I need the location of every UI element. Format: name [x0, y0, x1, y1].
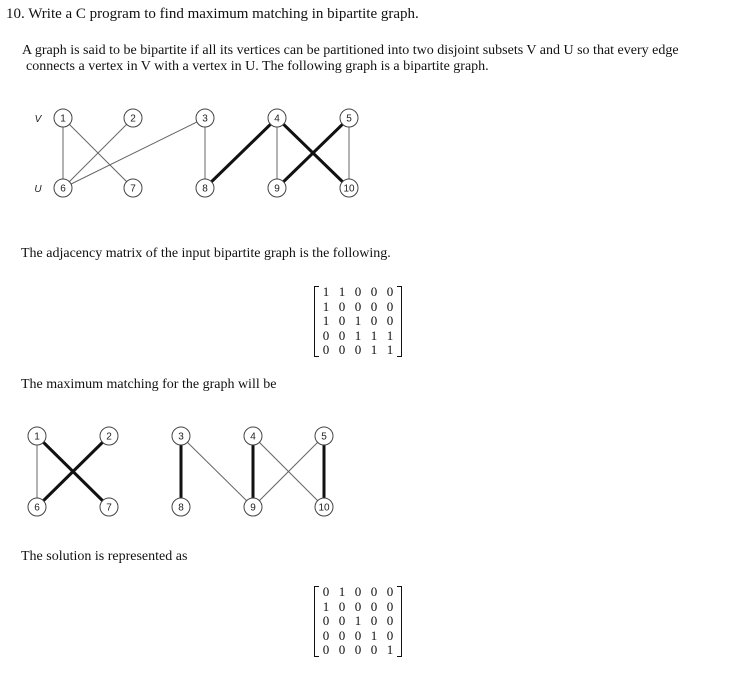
matrix-cell: 1: [386, 642, 394, 658]
matrix-left-bracket: [314, 286, 319, 357]
edge-3-6: [63, 118, 205, 188]
matrix-cell: 1: [386, 327, 394, 343]
vertex-3: [196, 109, 214, 127]
matrix-cell: 0: [322, 613, 330, 629]
matrix-cell: 1: [338, 584, 346, 599]
solution-caption: The solution is represented as: [21, 549, 188, 564]
matrix-cell: 0: [386, 584, 394, 599]
matrix-cell: 0: [370, 284, 378, 299]
matrix-cell: 1: [370, 627, 378, 643]
vertex-label: 5: [346, 113, 352, 125]
matrix-cell: 0: [322, 642, 330, 658]
vertex-4: [268, 109, 286, 127]
matrix-cell: 1: [354, 327, 362, 343]
matrix-row: [318, 629, 398, 644]
vertex-label: 7: [106, 502, 112, 514]
vertex-2: [100, 427, 118, 445]
vertex-label: 8: [202, 183, 208, 195]
adjacency-matrix: [318, 285, 398, 358]
vertex-8: [172, 498, 190, 516]
matrix-cell: 0: [338, 613, 346, 629]
matrix-cell: 0: [370, 313, 378, 329]
matrix-row: [318, 643, 398, 658]
vertex-label: 4: [274, 113, 280, 125]
matrix-cell: 1: [370, 327, 378, 343]
matrix-row: [318, 314, 398, 329]
matrix-row: [318, 600, 398, 615]
vertex-label: 3: [178, 431, 184, 443]
vertex-label: 1: [34, 431, 40, 443]
vertex-1: [54, 109, 72, 127]
vertex-1: [28, 427, 46, 445]
matrix-cell: 0: [338, 627, 346, 643]
matrix-cell: 0: [354, 584, 362, 599]
matrix-cell: 1: [338, 284, 346, 299]
vertex-label: 3: [202, 113, 208, 125]
vertex-8: [196, 179, 214, 197]
edges: [63, 118, 349, 188]
matrix-cell: 1: [322, 313, 330, 329]
vertex-2: [124, 109, 142, 127]
intro-line-2: connects a vertex in V with a vertex in U. The following graph is a bipartite graph.: [26, 59, 489, 74]
matrix-cell: 0: [354, 342, 362, 358]
matrix-cell: 1: [322, 598, 330, 614]
vertex-label: 5: [321, 431, 327, 443]
vertex-9: [244, 498, 262, 516]
matrix-cell: 1: [322, 298, 330, 314]
matrix-cell: 1: [386, 342, 394, 358]
adjacency-caption: The adjacency matrix of the input bipartite graph is the following.: [21, 246, 391, 261]
matching-caption: The maximum matching for the graph will be: [21, 377, 277, 392]
bipartite-graph-figure: [0, 100, 740, 205]
matrix-right-bracket: [397, 586, 402, 657]
vertex-label: 4: [250, 431, 256, 443]
matrix-row: [318, 343, 398, 358]
vertex-6: [54, 179, 72, 197]
set-label-v: V: [34, 114, 42, 125]
intro-line-1: A graph is said to be bipartite if all its vertices can be partitioned into two disjoint subsets V and U so that every edge: [22, 43, 679, 58]
solution-matrix: [318, 585, 398, 658]
matrix-cell: 0: [354, 284, 362, 299]
vertex-label: 2: [106, 431, 112, 443]
vertex-10: [340, 179, 358, 197]
matrix-cell: 0: [338, 598, 346, 614]
matrix-cell: 0: [370, 298, 378, 314]
matrix-row: [318, 614, 398, 629]
matrix-row: [318, 300, 398, 315]
vertex-label: 8: [178, 502, 184, 514]
matrix-cell: 0: [338, 298, 346, 314]
matrix-cell: 1: [354, 313, 362, 329]
matrix-cell: 0: [386, 598, 394, 614]
vertex-label: 6: [34, 502, 40, 514]
matrix-left-bracket: [314, 586, 319, 657]
matrix-cell: 1: [354, 613, 362, 629]
vertex-10: [315, 498, 333, 516]
matrix-cell: 0: [338, 342, 346, 358]
maximum-matching-figure: [0, 418, 740, 525]
matrix-cell: 1: [322, 284, 330, 299]
matrix-cell: 0: [354, 627, 362, 643]
matrix-cell: 0: [354, 642, 362, 658]
set-label-u: U: [34, 184, 42, 195]
edges: [37, 436, 324, 507]
matrix-cell: 1: [370, 342, 378, 358]
vertex-3: [172, 427, 190, 445]
vertex-label: 2: [130, 113, 136, 125]
matrix-cell: 0: [370, 642, 378, 658]
matrix-cell: 0: [338, 313, 346, 329]
vertex-9: [268, 179, 286, 197]
vertex-7: [100, 498, 118, 516]
edge-3-9: [181, 436, 253, 507]
matrix-cell: 0: [354, 598, 362, 614]
matrix-cell: 0: [386, 313, 394, 329]
vertex-label: 10: [318, 502, 330, 514]
matrix-cell: 0: [386, 284, 394, 299]
matrix-cell: 0: [354, 298, 362, 314]
vertex-label: 9: [250, 502, 256, 514]
matrix-row: [318, 285, 398, 300]
matrix-cell: 0: [322, 584, 330, 599]
vertex-label: 7: [130, 183, 136, 195]
matrix-cell: 0: [322, 342, 330, 358]
matrix-cell: 0: [322, 327, 330, 343]
matrix-cell: 0: [386, 627, 394, 643]
matrix-row: [318, 585, 398, 600]
vertex-5: [340, 109, 358, 127]
vertex-4: [244, 427, 262, 445]
edge-4-8-bold: [205, 118, 277, 188]
matrix-cell: 0: [386, 613, 394, 629]
vertex-label: 9: [274, 183, 280, 195]
matrix-cell: 0: [370, 598, 378, 614]
matrix-right-bracket: [397, 286, 402, 357]
question-title: 10. Write a C program to find maximum matching in bipartite graph.: [6, 6, 419, 22]
matrix-cell: 0: [386, 298, 394, 314]
vertex-label: 6: [60, 183, 66, 195]
matrix-cell: 0: [370, 613, 378, 629]
vertex-7: [124, 179, 142, 197]
vertex-label: 1: [60, 113, 66, 125]
vertex-label: 10: [343, 183, 355, 195]
vertex-6: [28, 498, 46, 516]
matrix-cell: 0: [322, 627, 330, 643]
matrix-cell: 0: [338, 327, 346, 343]
vertex-5: [315, 427, 333, 445]
matrix-cell: 0: [370, 584, 378, 599]
matrix-row: [318, 329, 398, 344]
matrix-cell: 0: [338, 642, 346, 658]
